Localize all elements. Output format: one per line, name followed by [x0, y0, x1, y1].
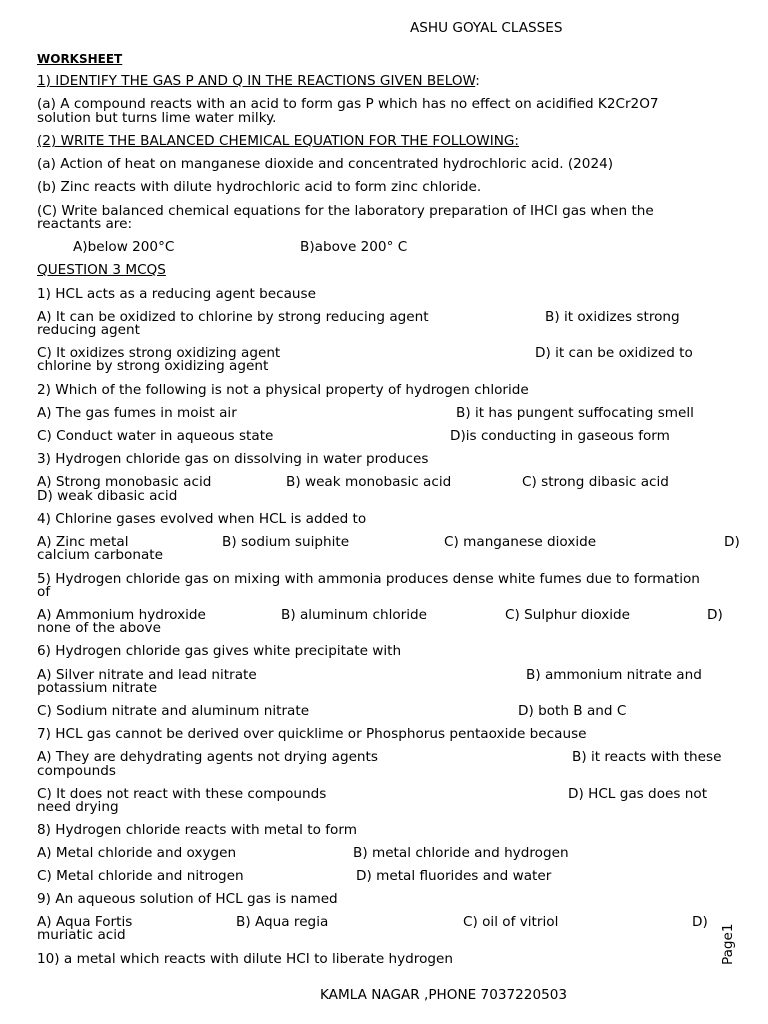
mcq-5-option-b: B) aluminum chloride: [281, 607, 428, 623]
q2b: (b) Zinc reacts with dilute hydrochloric acid to form zinc chloride.: [37, 179, 482, 195]
mcq-6-option-c: C) Sodium nitrate and aluminum nitrate: [37, 703, 310, 719]
mcq-1-option-d-cont: chlorine by strong oxidizing agent: [37, 358, 269, 374]
q1-title-text: 1) IDENTIFY THE GAS P AND Q IN THE REACTIONS GIVEN BELOW: [37, 73, 476, 89]
mcq-9-option-c: C) oil of vitriol: [463, 914, 559, 930]
q1a-line2: solution but turns lime water milky.: [37, 110, 277, 126]
mcq-5-question-cont: of: [37, 584, 51, 600]
mcq-8-option-d: D) metal fluorides and water: [356, 868, 552, 884]
mcq-6-option-d: D) both B and C: [518, 703, 627, 719]
mcq-6-option-a: A) Silver nitrate and lead nitrate: [37, 667, 257, 683]
mcq-4-question: 4) Chlorine gases evolved when HCL is added to: [37, 511, 367, 527]
footer-contact: KAMLA NAGAR ,PHONE 7037220503: [320, 987, 568, 1003]
mcq-6-option-b: B) ammonium nitrate and: [526, 667, 702, 683]
mcq-5-option-a: A) Ammonium hydroxide: [37, 607, 206, 623]
mcq-8-option-a: A) Metal chloride and oxygen: [37, 845, 237, 861]
mcq-9-option-d: D): [692, 914, 708, 930]
mcq-9-option-b: B) Aqua regia: [236, 914, 329, 930]
mcq-8-option-b: B) metal chloride and hydrogen: [353, 845, 569, 861]
mcq-1-option-b: B) it oxidizes strong: [545, 309, 680, 325]
mcq-6-option-b-cont: potassium nitrate: [37, 680, 158, 696]
mcq-7-option-d-cont: need drying: [37, 799, 119, 815]
q1-colon: :: [475, 73, 480, 89]
mcq-2-option-a: A) The gas fumes in moist air: [37, 405, 237, 421]
q1-title: [37, 74, 480, 88]
mcq-2-option-d: D)is conducting in gaseous form: [450, 428, 670, 444]
mcq-1-option-c: C) It oxidizes strong oxidizing agent: [37, 345, 281, 361]
mcq-3-option-a: A) Strong monobasic acid: [37, 474, 212, 490]
q1a-line1: (a) A compound reacts with an acid to form gas P which has no effect on acidified K2Cr2O7: [37, 96, 659, 112]
mcq-9-option-a: A) Aqua Fortis: [37, 914, 133, 930]
mcq-5-option-c: C) Sulphur dioxide: [505, 607, 631, 623]
mcq-1-option-b-cont: reducing agent: [37, 322, 140, 338]
q2c-option-b: B)above 200° C: [300, 239, 408, 255]
mcq-8-option-c: C) Metal chloride and nitrogen: [37, 868, 244, 884]
header-title: ASHU GOYAL CLASSES: [410, 20, 563, 36]
mcq-8-question: 8) Hydrogen chloride reacts with metal to form: [37, 822, 357, 838]
mcq-10-question: 10) a metal which reacts with dilute HCI to liberate hydrogen: [37, 951, 454, 967]
mcq-4-option-a: A) Zinc metal: [37, 534, 129, 550]
mcq-3-question: 3) Hydrogen chloride gas on dissolving in water produces: [37, 451, 429, 467]
mcq-7-option-b: B) it reacts with these: [572, 749, 722, 765]
q2c-line2: reactants are:: [37, 216, 133, 232]
page-number: Page1: [720, 923, 736, 965]
mcq-7-question: 7) HCL gas cannot be derived over quicklime or Phosphorus pentaoxide because: [37, 726, 587, 742]
mcq-1-question: 1) HCL acts as a reducing agent because: [37, 286, 316, 302]
mcq-2-option-c: C) Conduct water in aqueous state: [37, 428, 274, 444]
mcq-2-option-b: B) it has pungent suffocating smell: [456, 405, 694, 421]
mcq-3-option-b: B) weak monobasic acid: [286, 474, 452, 490]
q2-title: (2) WRITE THE BALANCED CHEMICAL EQUATION FOR THE FOLLOWING:: [37, 133, 520, 149]
mcq-5-option-d: D): [707, 607, 723, 623]
mcq-3-option-c: C) strong dibasic acid: [522, 474, 669, 490]
mcq-4-option-d-cont: calcium carbonate: [37, 547, 163, 563]
q2a: (a) Action of heat on manganese dioxide and concentrated hydrochloric acid. (2024): [37, 156, 614, 172]
mcq-5-question: 5) Hydrogen chloride gas on mixing with ammonia produces dense white fumes due to formation: [37, 571, 700, 587]
mcq-4-option-c: C) manganese dioxide: [444, 534, 597, 550]
q3-title: QUESTION 3 MCQS: [37, 262, 166, 278]
mcq-6-question: 6) Hydrogen chloride gas gives white precipitate with: [37, 643, 402, 659]
mcq-9-question: 9) An aqueous solution of HCL gas is named: [37, 891, 338, 907]
mcq-7-option-c: C) It does not react with these compounds: [37, 786, 327, 802]
mcq-5-option-d-cont: none of the above: [37, 620, 161, 636]
mcq-4-option-b: B) sodium suiphite: [222, 534, 350, 550]
mcq-7-option-a: A) They are dehydrating agents not drying agents: [37, 749, 378, 765]
q2c-option-a: A)below 200°C: [73, 239, 175, 255]
q2c-line1: (C) Write balanced chemical equations for the laboratory preparation of IHCI gas when the: [37, 203, 654, 219]
mcq-1-option-d: D) it can be oxidized to: [535, 345, 693, 361]
mcq-9-option-d-cont: muriatic acid: [37, 927, 126, 943]
mcq-2-question: 2) Which of the following is not a physical property of hydrogen chloride: [37, 382, 529, 398]
mcq-3-option-d: D) weak dibasic acid: [37, 488, 178, 504]
worksheet-label: WORKSHEET: [37, 52, 123, 66]
mcq-4-option-d: D): [724, 534, 740, 550]
mcq-7-option-b-cont: compounds: [37, 763, 116, 779]
mcq-1-option-a: A) It can be oxidized to chlorine by strong reducing agent: [37, 309, 429, 325]
mcq-7-option-d: D) HCL gas does not: [568, 786, 708, 802]
